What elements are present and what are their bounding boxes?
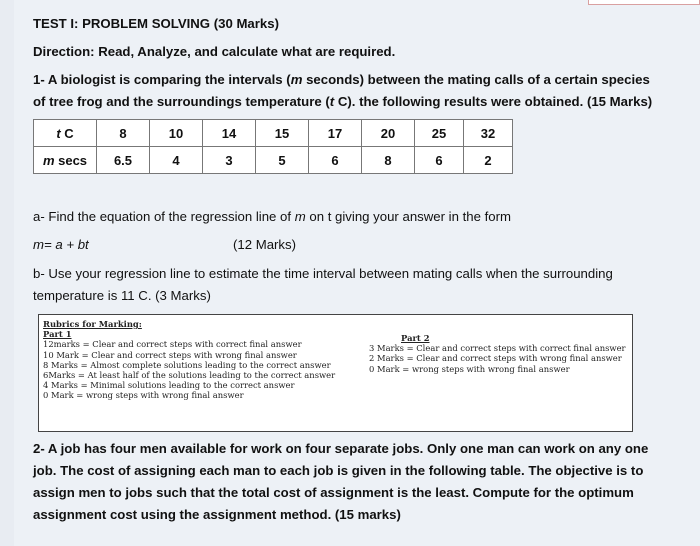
table-cell: 6: [415, 147, 464, 174]
q1-line2-post: C). the following results were obtained. (15 Marks): [334, 94, 653, 109]
direction-text: Direction: Read, Analyze, and calculate what are required.: [33, 44, 396, 59]
table-cell: 8: [362, 147, 415, 174]
q1-line1-pre: 1- A biologist is comparing the intervals (: [33, 72, 291, 87]
list-item: 2 Marks = Clear and correct steps with wrong final answer: [369, 353, 622, 364]
question-2-line-3: assign men to jobs such that the total cost of assignment is the least. Compute for the optimum: [33, 485, 634, 500]
table-cell: 17: [309, 120, 362, 147]
table-cell: 15: [256, 120, 309, 147]
rubric-heading: Rubrics for Marking:: [43, 319, 142, 329]
part-b-line-1: b- Use your regression line to estimate the time interval between mating calls when the surrounding: [33, 266, 613, 281]
table-cell: 32: [464, 120, 513, 147]
table-cell: 14: [203, 120, 256, 147]
list-item: 0 Mark = wrong steps with wrong final answer: [369, 363, 570, 374]
rubric-part2-title: Part 2: [401, 333, 430, 343]
q1-line2-t: t: [329, 94, 335, 109]
corner-box: [588, 0, 700, 5]
question-1-line-2: [33, 93, 652, 111]
table-cell: 25: [415, 120, 464, 147]
q1-line1-m: m: [290, 72, 303, 87]
table-cell: 8: [97, 120, 150, 147]
part-a-line-2: [33, 236, 297, 254]
list-item: 10 Mark = Clear and correct steps with wrong final answer: [43, 349, 297, 360]
rubric-part-1: [43, 319, 335, 401]
test-title: TEST I: PROBLEM SOLVING (30 Marks): [33, 16, 279, 31]
table-cell: 3: [203, 147, 256, 174]
table-cell: 6: [309, 147, 362, 174]
row-header-m: m secs: [34, 147, 97, 174]
frog-data-table: [33, 119, 513, 174]
list-item: 4 Marks = Minimal solutions leading to the correct answer: [43, 380, 295, 391]
q1-line1-post: seconds) between the mating calls of a certain species: [302, 72, 650, 87]
regression-equation: m= a + bt: [33, 237, 89, 252]
list-item: 6Marks = At least half of the solutions leading to the correct answer: [43, 370, 336, 381]
table-row-temperature: [34, 120, 513, 147]
rubric-part-2: [369, 333, 626, 374]
table-cell: 2: [464, 147, 513, 174]
table-cell: 6.5: [97, 147, 150, 174]
table-cell: 4: [150, 147, 203, 174]
row-header-t: t C: [34, 120, 97, 147]
question-2-line-1: 2- A job has four men available for work on four separate jobs. Only one man can work on any one: [33, 441, 649, 456]
table-cell: 10: [150, 120, 203, 147]
list-item: 0 Mark = wrong steps with wrong final answer: [43, 390, 244, 401]
rubric-part1-title: Part 1: [43, 329, 72, 340]
rubric-box: [38, 314, 633, 432]
part-a-marks: (12 Marks): [233, 237, 297, 252]
part-b-line-2: temperature is 11 C. (3 Marks): [33, 288, 211, 303]
question-1-line-1: [33, 71, 650, 89]
list-item: 8 Marks = Almost complete solutions leading to the correct answer: [43, 359, 331, 370]
q1-line2-pre: of tree frog and the surroundings temperature (: [33, 94, 330, 109]
part-a-line-1: a- Find the equation of the regression line of m on t giving your answer in the form: [33, 209, 511, 224]
list-item: 3 Marks = Clear and correct steps with correct final answer: [369, 343, 626, 354]
question-2-line-4: assignment cost using the assignment method. (15 marks): [33, 507, 401, 522]
question-2-line-2: job. The cost of assigning each man to each job is given in the following table. The objective is to: [33, 463, 644, 478]
table-cell: 20: [362, 120, 415, 147]
table-cell: 5: [256, 147, 309, 174]
table-row-interval: [34, 147, 513, 174]
list-item: 12marks = Clear and correct steps with correct final answer: [43, 339, 302, 350]
